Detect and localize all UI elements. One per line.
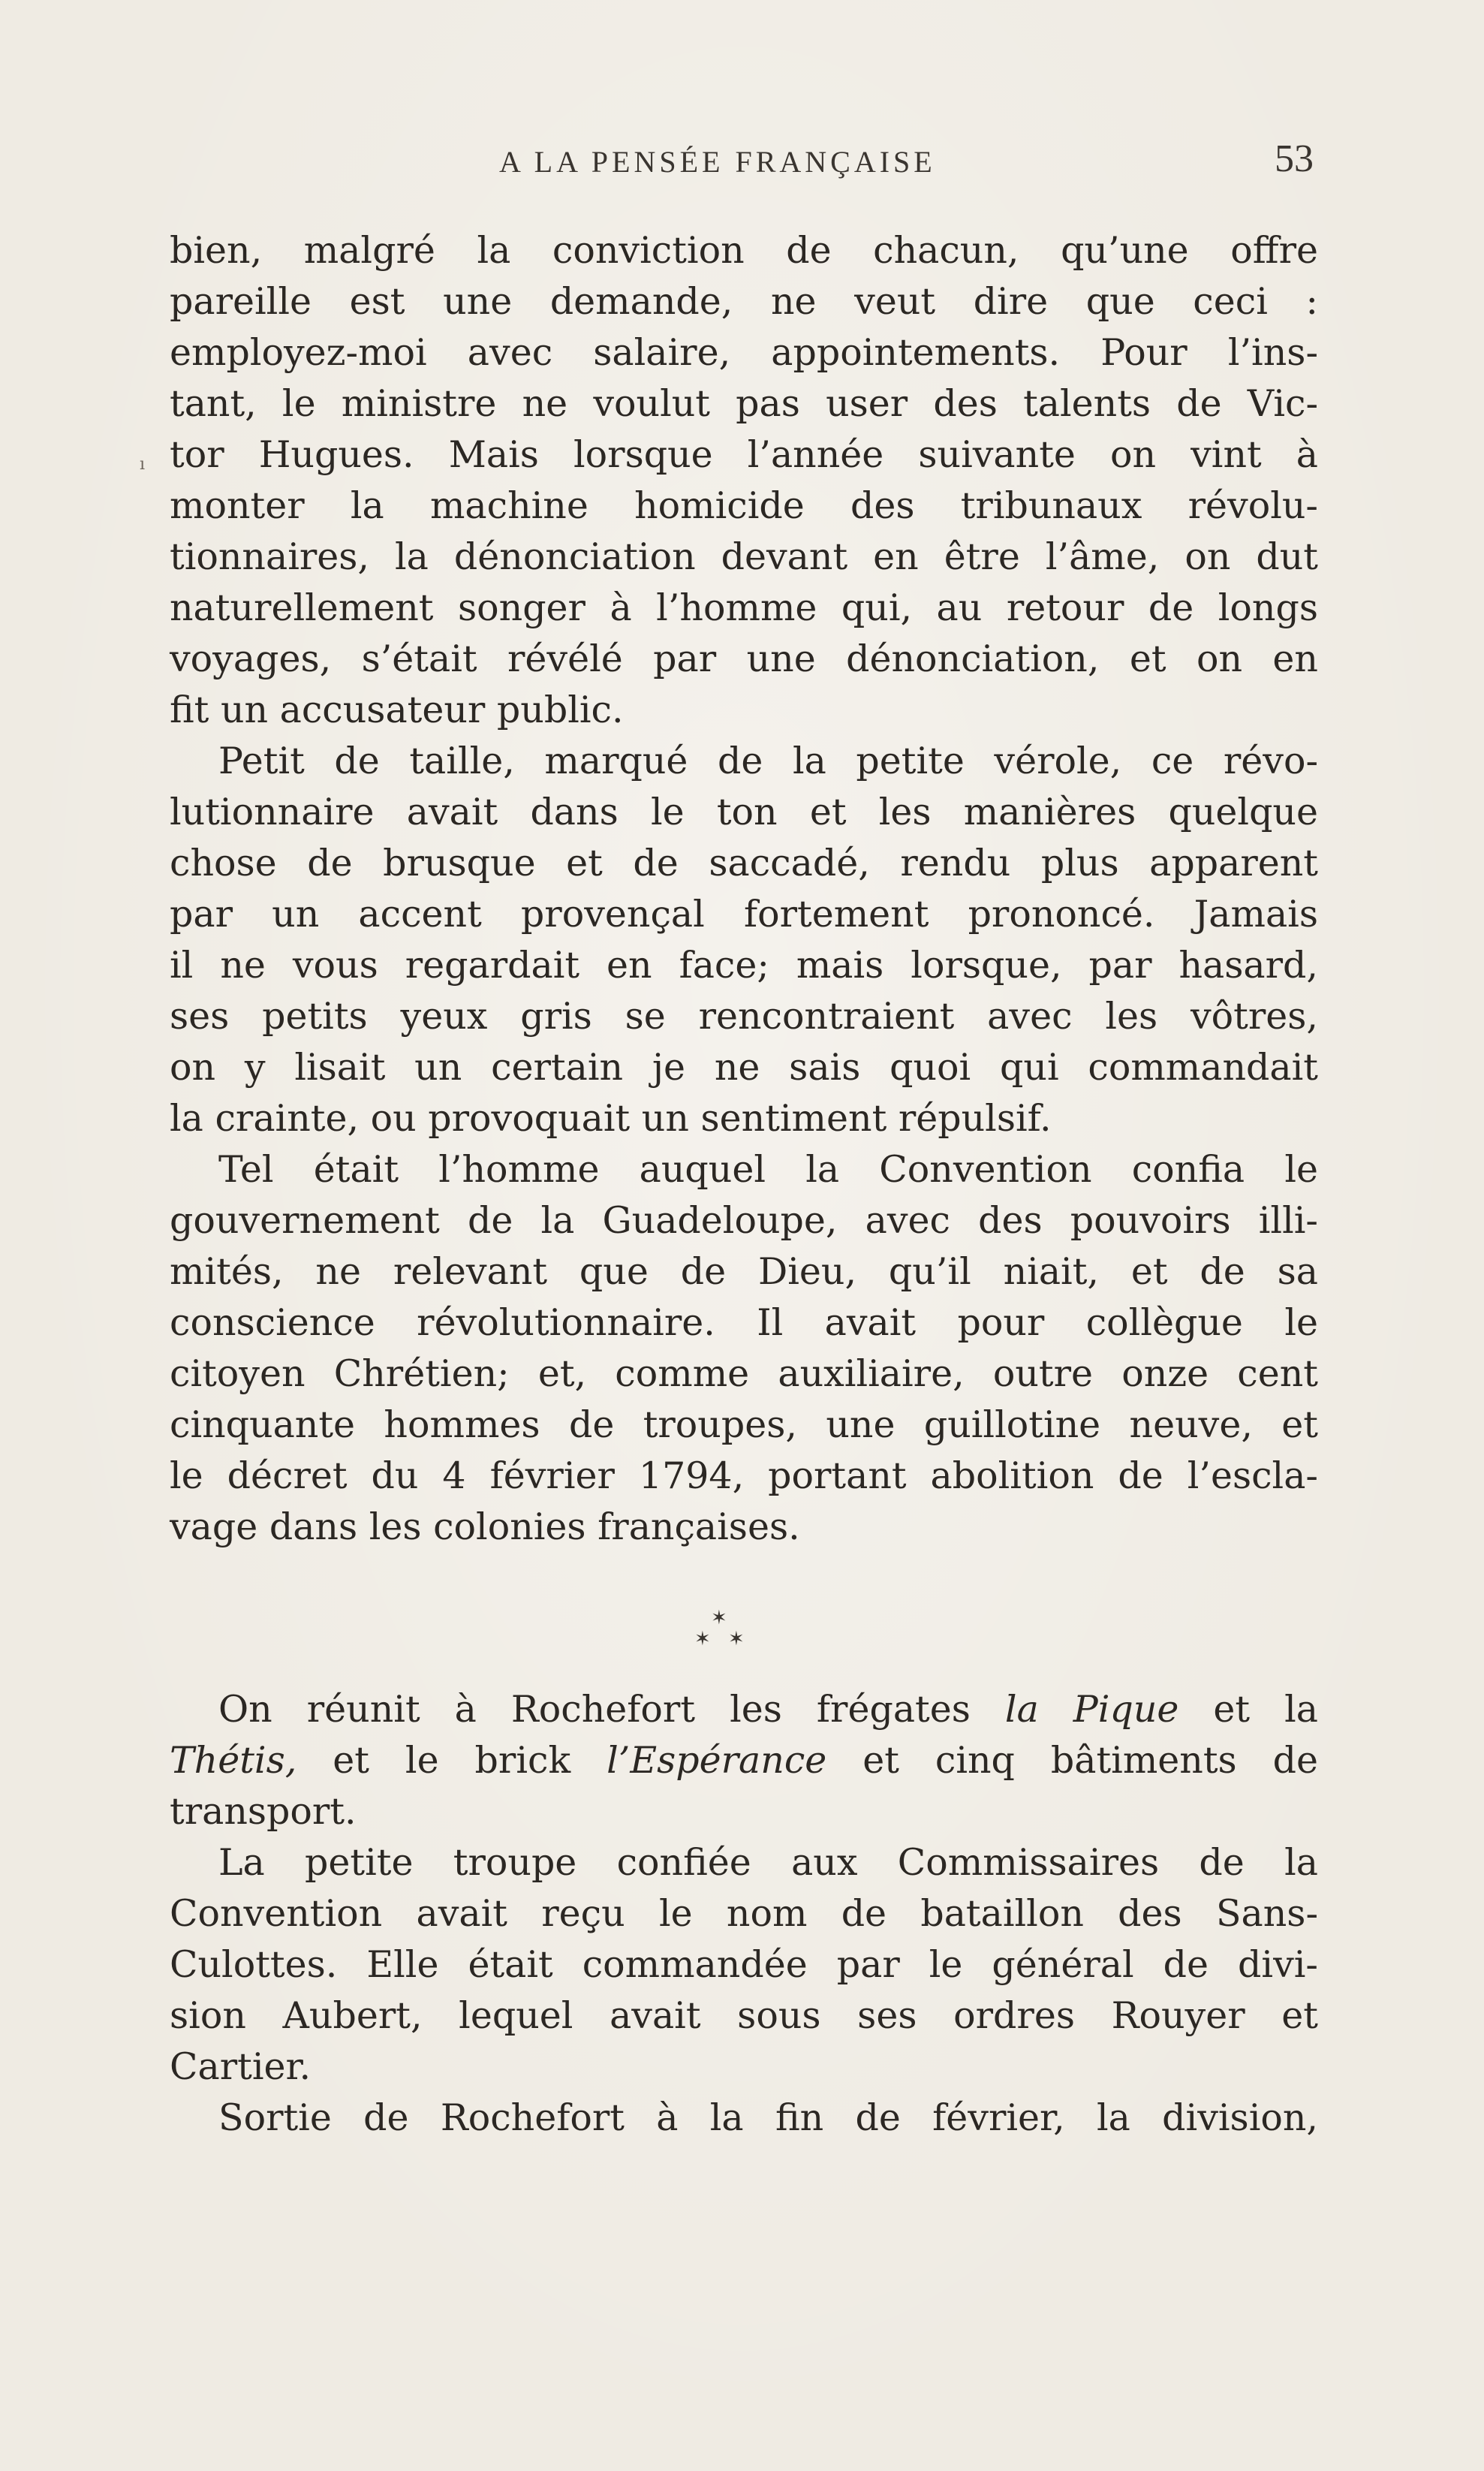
text-line: Petit de taille, marqué de la petite vérole, ce révo- — [218, 740, 1318, 782]
text-line: fit un accusateur public. — [170, 689, 624, 731]
text-line: sion Aubert, lequel avait sous ses ordres Rouyer et — [170, 1994, 1318, 2037]
text-line: citoyen Chrétien; et, comme auxiliaire, outre onze cent — [170, 1352, 1318, 1395]
section-asterism — [0, 1599, 1484, 1667]
text-line: mités, ne relevant que de Dieu, qu’il niait, et de sa — [170, 1250, 1318, 1293]
text-line: gouvernement de la Guadeloupe, avec des pouvoirs illi- — [170, 1199, 1318, 1242]
text-span: et la — [1178, 1688, 1319, 1731]
text-line: Convention avait reçu le nom de bataillon des Sans- — [170, 1892, 1318, 1935]
text-line — [170, 1684, 1318, 1735]
text-span: On réunit à Rochefort les frégates — [218, 1688, 1005, 1731]
ship-name: la Pique — [1004, 1688, 1179, 1731]
text-line: cinquante hommes de troupes, une guillotine neuve, et — [170, 1403, 1318, 1446]
text-line: le décret du 4 février 1794, portant abolition de l’escla- — [170, 1454, 1318, 1497]
text-span: et le brick — [296, 1739, 607, 1782]
text-line: Tel était l’homme auquel la Convention confia le — [218, 1148, 1318, 1191]
text-line: ses petits yeux gris se rencontraient avec les vôtres, — [170, 995, 1318, 1038]
text-line: La petite troupe confiée aux Commissaires de la — [218, 1841, 1318, 1884]
text-line: tant, le ministre ne voulut pas user des talents de Vic- — [170, 382, 1318, 425]
text-line: chose de brusque et de saccadé, rendu plus apparent — [170, 842, 1318, 884]
running-title: A LA PENSÉE FRANÇAISE — [499, 145, 936, 179]
ship-name: l’Espérance — [607, 1739, 827, 1782]
page-number: 53 — [1275, 137, 1314, 180]
text-line: on y lisait un certain je ne sais quoi qui commandait — [170, 1046, 1318, 1089]
text-line: il ne vous regardait en face; mais lorsque, par hasard, — [170, 944, 1318, 987]
text-line: Culottes. Elle était commandée par le général de divi- — [170, 1943, 1318, 1986]
text-block-1 — [170, 225, 1318, 1553]
text-line: Sortie de Rochefort à la fin de février, la division, — [218, 2096, 1318, 2139]
text-line: voyages, s’était révélé par une dénonciation, et on en — [170, 637, 1318, 680]
text-line: naturellement songer à l’homme qui, au retour de longs — [170, 586, 1318, 629]
text-line: Cartier. — [170, 2045, 312, 2088]
text-line: la crainte, ou provoquait un sentiment répulsif. — [170, 1097, 1052, 1140]
text-line: transport. — [170, 1790, 357, 1833]
ship-name: Thétis, — [170, 1739, 297, 1782]
text-block-2 — [170, 1684, 1318, 2144]
asterism-star-icon: ✶ — [728, 1628, 745, 1650]
asterism-star-icon: ✶ — [694, 1628, 711, 1650]
text-line: pareille est une demande, ne veut dire que ceci : — [170, 280, 1318, 323]
text-line: par un accent provençal fortement prononcé. Jamais — [170, 893, 1318, 936]
margin-mark: ı — [140, 455, 146, 474]
text-line: employez-moi avec salaire, appointements. Pour l’ins- — [170, 331, 1318, 374]
text-line: monter la machine homicide des tribunaux révolu- — [170, 484, 1318, 527]
text-span: et cinq bâtiments de — [826, 1739, 1318, 1782]
text-line: bien, malgré la conviction de chacun, qu’une offre — [170, 229, 1318, 272]
text-line: tionnaires, la dénonciation devant en être l’âme, on dut — [170, 535, 1318, 578]
text-line — [170, 1735, 1318, 1786]
text-line: tor Hugues. Mais lorsque l’année suivante on vint à — [170, 433, 1318, 476]
asterism-star-icon: ✶ — [711, 1607, 727, 1629]
text-line: vage dans les colonies françaises. — [170, 1505, 800, 1548]
text-line: conscience révolutionnaire. Il avait pour collègue le — [170, 1301, 1318, 1344]
running-head — [0, 129, 1484, 189]
text-line: lutionnaire avait dans le ton et les manières quelque — [170, 791, 1318, 833]
